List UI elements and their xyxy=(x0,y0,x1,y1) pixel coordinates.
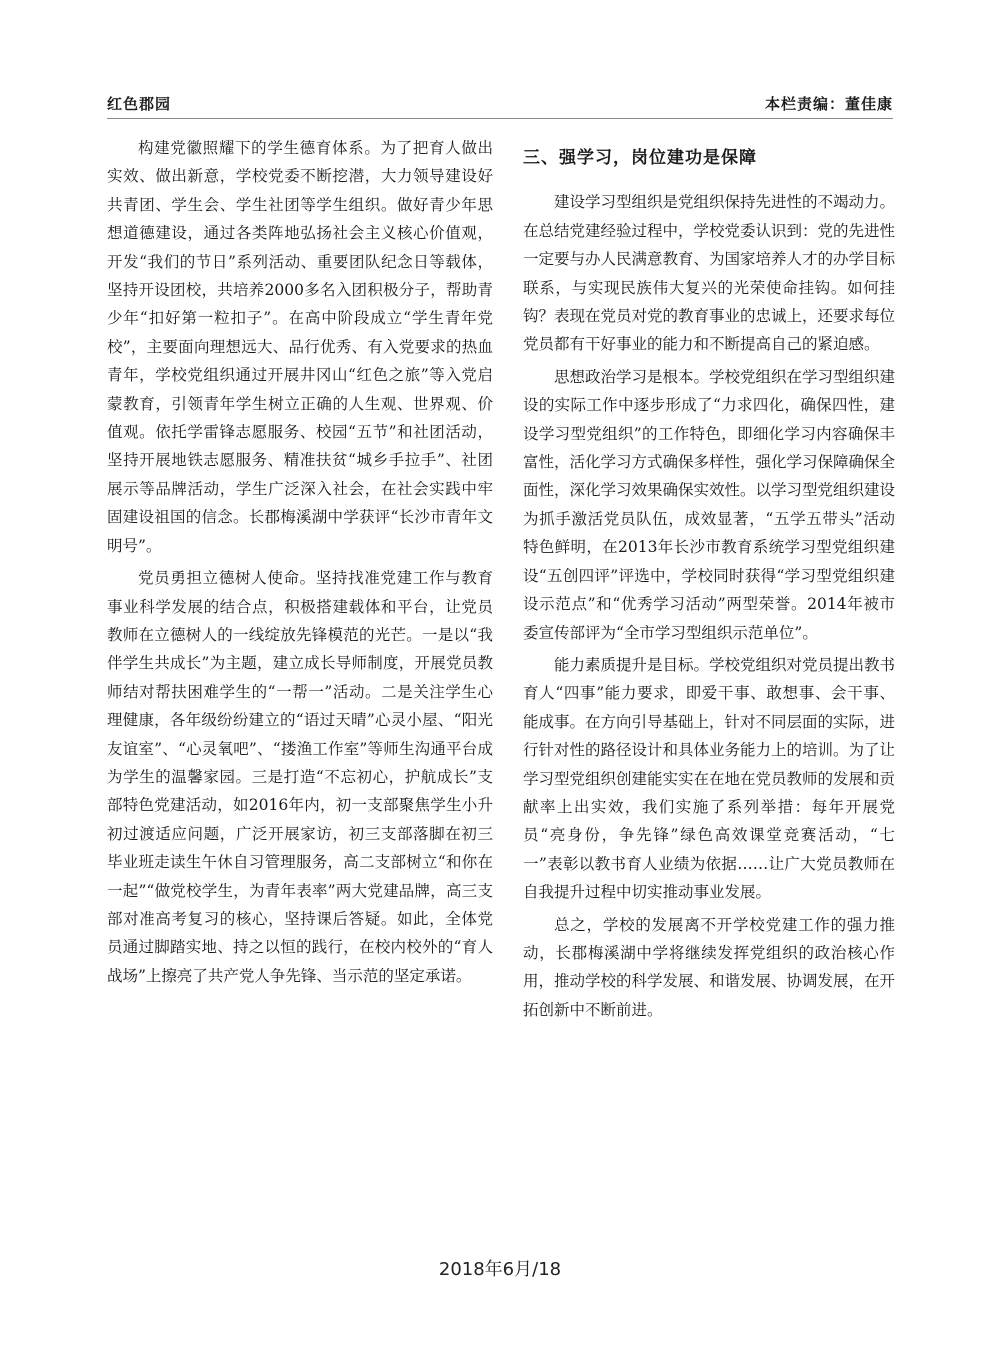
paragraph: 党员勇担立德树人使命。坚持找准党建工作与教育事业科学发展的结合点，积极搭建载体和平台，让党员教师在立德树人的一线绽放先锋模范的光芒。一是以“我伴学生共成长”为主题，建立成长导师制度，开展党员教师结对帮扶困难学生的“一帮一”活动。二是关注学生心理健康，各年级纷纷建立的“语过天晴”心灵小屋、“阳光友谊室”、“心灵氧吧”、“搂渔工作室”等师生沟通平台成为学生的温馨家园。三是打造“不忘初心，护航成长”支部特色党建活动，如2016年内，初一支部聚焦学生小升初过渡适应问题，广泛开展家访，初三支部落脚在初三毕业班走读生午休自习管理服务，高二支部树立“和你在一起”“做党校学生，为青年表率”两大党建品牌，高三支部对准高考复习的核心，坚持课后答疑。如此，全体党员通过脚踏实地、持之以恒的践行，在校内校外的“育人战场”上擦亮了共产党人争先锋、当示范的坚定承诺。 xyxy=(107,569,493,985)
paragraph: 总之，学校的发展离不开学校党建工作的强力推动，长郡梅溪湖中学将继续发挥党组织的政治核心作用，推动学校的科学发展、和谐发展、协调发展，在开拓创新中不断前进。 xyxy=(523,915,896,1019)
page-footer: 2018年6月/18 xyxy=(438,1259,562,1280)
paragraph: 构建党徽照耀下的学生德育体系。为了把育人做出实效、做出新意，学校党委不断挖潜，大力领导建设好共青团、学生会、学生社团等学生组织。做好青少年思想道德建设，通过各类阵地弘扬社会主义核心价值观，开发“我们的节日”系列活动、重要团队纪念日等载体，坚持开设团校，共培养2000多名入团积极分子，帮助青少年“扣好第一粒扣子”。在高中阶段成立“学生青年党校”，主要面向理想远大、品行优秀、有入党要求的热血青年，学校党组织通过开展井冈山“红色之旅”等入党启蒙教育，引领青年学生树立正确的人生观、世界观、价值观。依托学雷锋志愿服务、校园“五节”和社团活动，坚持开展地铁志愿服务、精准扶贫“城乡手拉手”、社团展示等品牌活动，学生广泛深入社会，在社会实践中牢固建设祖国的信念。长郡梅溪湖中学获评“长沙市青年文明号”。 xyxy=(107,139,493,555)
header-divider xyxy=(107,118,893,119)
editor-label: 本栏责编：董佳康 xyxy=(764,95,893,113)
right-column xyxy=(523,134,895,1028)
paragraph: 能力素质提升是目标。学校党组织对党员提出教书育人“四事”能力要求，即爱干事、敢想事、会干事、能成事。在方向引导基础上，针对不同层面的实际，进行针对性的路径设计和具体业务能力上的培训。为了让学习型党组织创建能实实在在地在党员教师的发展和贡献率上出实效，我们实施了系列举措：每年开展党员“亮身份，争先锋”绿色高效课堂竞赛活动，“七一”表彰以教书育人业绩为依据……让广大党员教师在自我提升过程中切实推动事业发展。 xyxy=(523,655,896,902)
paragraph: 思想政治学习是根本。学校党组织在学习型组织建设的实际工作中逐步形成了“力求四化，确保四性，建设学习型党组织”的工作特色，即细化学习内容确保丰富性，活化学习方式确保多样性，强化学习保障确保全面性，深化学习效果确保实效性。以学习型党组织建设为抓手激活党员队伍，成效显著，“五学五带头”活动特色鲜明，在2013年长沙市教育系统学习型党组织建设“五创四评”评选中，学校同时获得“学习型党组织建设示范点”和“优秀学习活动”两型荣誉。2014年被市委宣传部评为“全市学习型组织示范单位”。 xyxy=(523,367,896,642)
paragraph: 建设学习型组织是党组织保持先进性的不竭动力。在总结党建经验过程中，学校党委认识到：党的先进性一定要与办人民满意教育、为国家培养人才的办学目标联系，与实现民族伟大复兴的光荣使命挂钩。如何挂钩？表现在党员对党的教育事业的忠诚上，还要求每位党员都有干好事业的能力和不断提高自己的紧迫感。 xyxy=(523,193,896,354)
section-name: 红色郡园 xyxy=(107,95,172,113)
left-column xyxy=(107,134,493,994)
section-heading: 三、强学习，岗位建功是保障 xyxy=(523,148,757,168)
